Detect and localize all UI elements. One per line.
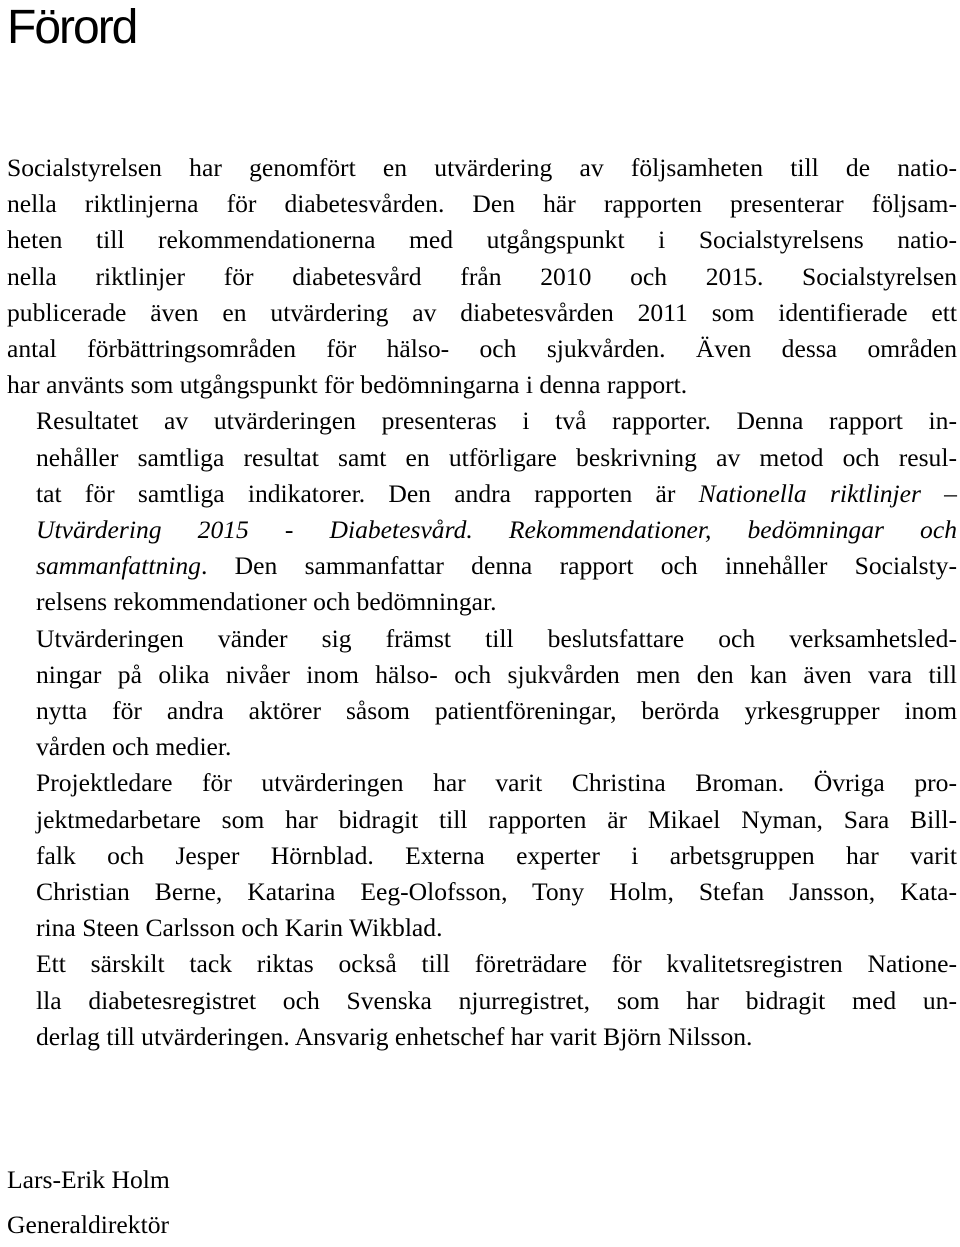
text-line: vården och medier. — [36, 732, 232, 762]
text-line: relsens rekommendationer och bedömningar. — [36, 587, 497, 617]
text-line: rina Steen Carlsson och Karin Wikblad. — [36, 913, 443, 943]
text-line: lla diabetesregistret och Svenska njurregistret, som har bidragit med un- — [36, 985, 957, 1015]
paragraph-project-team — [7, 765, 957, 946]
text-line: publicerade även en utvärdering av diabetesvården 2011 som identifierade ett — [7, 297, 957, 327]
text-fragment: . Den sammanfattar denna rapport och innehåller Socialsty- — [200, 551, 957, 581]
paragraph-reports — [7, 403, 957, 620]
report-title-italic: sammanfattning — [36, 551, 201, 581]
text-line: nella riktlinjer för diabetesvård från 2010 och 2015. Socialstyrelsen — [7, 261, 957, 291]
text-line: ningar på olika nivåer inom hälso- och sjukvården men den kan även vara till — [36, 659, 957, 689]
text-line: Socialstyrelsen har genomfört en utvärdering av följsamheten till de natio- — [7, 153, 957, 182]
text-line: derlag till utvärderingen. Ansvarig enhetschef har varit Björn Nilsson. — [36, 1021, 753, 1051]
text-line: Projektledare för utvärderingen har varit Christina Broman. Övriga pro- — [36, 768, 957, 798]
text-line: Utvärderingen vänder sig främst till beslutsfattare och verksamhetsled- — [36, 623, 957, 653]
text-line: heten till rekommendationerna med utgångspunkt i Socialstyrelsens natio- — [7, 225, 957, 255]
text-line: antal förbättringsområden för hälso- och sjukvården. Även dessa områden — [7, 334, 957, 364]
text-line: nytta för andra aktörer såsom patientföreningar, berörda yrkesgrupper inom — [36, 696, 957, 726]
report-title-italic: Nationella riktlinjer – — [698, 478, 957, 508]
text-fragment: tat för samtliga indikatorer. Den andra rapporten är — [36, 478, 699, 508]
text-line: Christian Berne, Katarina Eeg-Olofsson, Tony Holm, Stefan Jansson, Kata- — [36, 877, 957, 907]
text-line: Ett särskilt tack riktas också till företrädare för kvalitetsregistren Natione- — [36, 949, 957, 979]
paragraph-intro — [7, 150, 957, 403]
signature-block — [7, 1157, 170, 1247]
text-line: Resultatet av utvärderingen presenteras i två rapporter. Denna rapport in- — [36, 406, 957, 436]
document-body — [7, 150, 957, 1055]
text-line: falk och Jesper Hörnblad. Externa experter i arbetsgruppen har varit — [36, 840, 957, 870]
text-line — [7, 512, 957, 548]
signatory-title: Generaldirektör — [7, 1210, 170, 1239]
text-line: jektmedarbetare som har bidragit till rapporten är Mikael Nyman, Sara Bill- — [36, 804, 957, 834]
paragraph-audience — [7, 621, 957, 766]
paragraph-acknowledgements — [7, 946, 957, 1055]
text-line — [7, 476, 957, 512]
text-line — [7, 548, 957, 584]
text-line: nella riktlinjerna för diabetesvården. Den här rapporten presenterar följsam- — [7, 189, 957, 219]
text-line: nehåller samtliga resultat samt en utförligare beskrivning av metod och resul- — [36, 442, 957, 472]
signatory-name: Lars-Erik Holm — [7, 1165, 170, 1194]
text-line: har använts som utgångspunkt för bedömningarna i denna rapport. — [7, 370, 688, 400]
report-title-italic: Utvärdering 2015 - Diabetesvård. Rekommendationer, bedömningar och — [36, 515, 957, 545]
page-title: Förord — [7, 1, 137, 54]
